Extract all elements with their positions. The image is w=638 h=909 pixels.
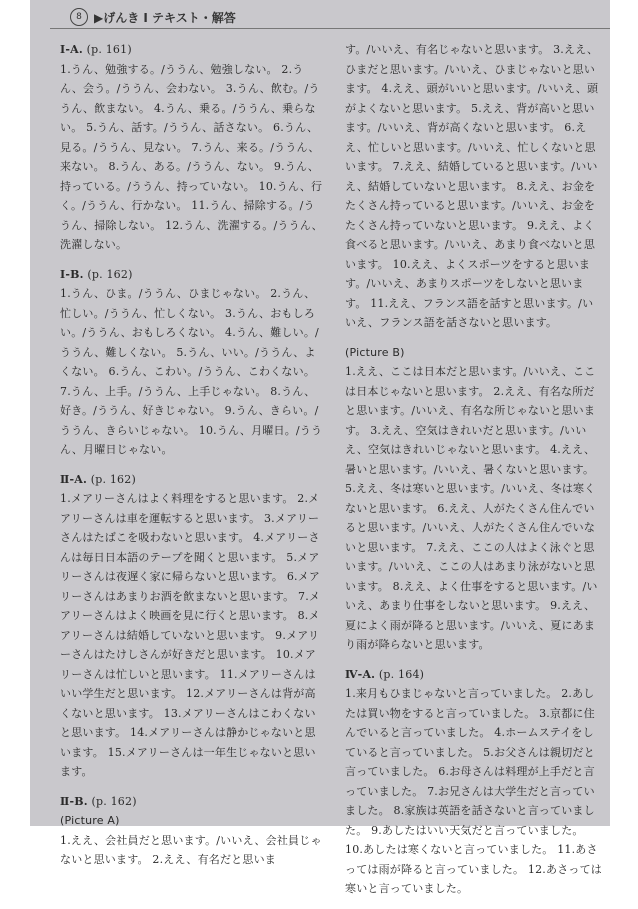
section-2a (60, 470, 325, 782)
section-body: 1.ええ、会社員だと思います。/いいえ、会社員じゃないと思います。 2.ええ、有名だと思いま (60, 833, 322, 866)
section-2b (60, 792, 325, 870)
section-2b-continued (345, 40, 603, 333)
left-column (60, 40, 325, 880)
section-heading: Ⅰ-B. (p. 162) (60, 267, 133, 281)
picture-a-label: (Picture A) (60, 814, 120, 827)
picture-b-label: (Picture B) (345, 345, 405, 359)
section-1b (60, 265, 325, 460)
section-heading: Ⅱ-A. (p. 162) (60, 472, 136, 486)
section-body: 1.ええ、ここは日本だと思います。/いいえ、ここは日本じゃないと思います。 2.ええ、有名な所だと思います。/いいえ、有名な所じゃないと思います。 3.ええ、空気はきれいだと思います。/いいえ、空気はきれいじゃないと思います。 4.ええ、暑いと思います。/いいえ、暑くないと思います。 5.ええ、冬は寒いと思います。/いいえ、冬は寒くないと思います。 6.ええ、人がたくさん住んでいると思います。/いいえ、人がたくさん住んでいないと思います。 7.ええ、ここの人はよく泳ぐと思います。/いいえ、ここの人はあまり泳がないと思います。 8.ええ、よく仕事をすると思います。/いいえ、あまり仕事をしないと思います。 9.ええ、夏によく雨が降ると思います。/いいえ、夏にあまり雨が降らないと思います。 (345, 365, 598, 651)
section-4a (345, 665, 603, 899)
section-body: 1.来月もひまじゃないと言っていました。 2.あしたは買い物をすると言っていました。 3.京都に住んでいると言っていました。 4.ホームステイをしていると言っていました。 5.お父さんは親切だと言っていました。 6.お母さんは料理が上手だと言っていました。 7.お兄さんは大学生だと言っていました。 8.家族は英語を話さないと言っていました。 9.あしたはいい天気だと言っていました。 10.あしたは寒くないと言っていました。 11.あさっては雨が降ると言っていました。 12.あさっては寒いと言っていました。 (345, 687, 602, 895)
section-heading: Ⅰ-A. (p. 161) (60, 43, 132, 56)
section-body: す。/いいえ、有名じゃないと思います。 3.ええ、ひまだと思います。/いいえ、ひまじゃないと思います。 4.ええ、頭がいいと思います。/いいえ、頭がよくないと思います。 5.ええ、背が高いと思います。/いいえ、背が高くないと思います。 6.ええ、忙しいと思います。/いいえ、忙しくないと思います。 7.ええ、結婚していると思います。/いいえ、結婚していないと思います。 8.ええ、お金をたくさん持っていると思います。/いいえ、お金をたくさん持っていないと思います。 9.ええ、よく食べると思います。/いいえ、あまり食べないと思います。 10.ええ、よくスポーツをすると思います。/いいえ、あまりスポーツをしないと思います。 11.ええ、フランス語を話すと思います。/いいえ、フランス語を話さないと思います。 (345, 43, 599, 329)
section-heading: Ⅳ-A. (p. 164) (345, 667, 425, 681)
section-body: 1.うん、勉強する。/ううん、勉強しない。 2.うん、会う。/ううん、会わない。 3.うん、飲む。/ううん、飲まない。 4.うん、乗る。/ううん、乗らない。 5.うん、話す。/ううん、話さない。 6.うん、見る。/ううん、見ない。 7.うん、来る。/ううん、来ない。 8.うん、ある。/ううん、ない。 9.うん、持っている。/ううん、持っていない。 10.うん、行く。/ううん、行かない。 11.うん、掃除する。/ううん、掃除しない。 12.うん、洗濯する。/ううん、洗濯しない。 (60, 62, 323, 251)
book-page (30, 0, 610, 895)
section-picture-b (345, 343, 603, 655)
page-number: 8 (70, 8, 88, 26)
page-header (70, 6, 236, 28)
section-heading: Ⅱ-B. (p. 162) (60, 794, 137, 808)
header-rule (50, 28, 610, 29)
section-1a (60, 40, 325, 255)
section-body: 1.うん、ひま。/ううん、ひまじゃない。 2.うん、忙しい。/ううん、忙しくない。 3.うん、おもしろい。/ううん、おもしろくない。 4.うん、難しい。/ううん、難しくない。 5.うん、いい。/ううん、よくない。 6.うん、こわい。/ううん、こわくない。 7.うん、上手。/ううん、上手じゃない。 8.うん、好き。/ううん、好きじゃない。 9.うん、きらい。/ううん、きらいじゃない。 10.うん、月曜日。/ううん、月曜日じゃない。 (60, 287, 323, 456)
book-title: ▶げんき I テキスト・解答 (94, 10, 236, 25)
section-body: 1.メアリーさんはよく料理をすると思います。 2.メアリーさんは車を運転すると思います。 3.メアリーさんはたばこを吸わないと思います。 4.メアリーさんは毎日日本語のテープを聞くと思います。 5.メアリーさんは夜遅く家に帰らないと思います。 6.メアリーさんはあまりお酒を飲まないと思います。 7.メアリーさんはよく映画を見に行くと思います。 8.メアリーさんは結婚していないと思います。 9.メアリーさんはたけしさんが好きだと思います。 10.メアリーさんは忙しいと思います。 11.メアリーさんはいい学生だと思います。 12.メアリーさんは背が高くないと思います。 13.メアリーさんはこわくないと思います。 14.メアリーさんは静かじゃないと思います。 15.メアリーさんは一年生じゃないと思います。 (60, 492, 321, 778)
right-column (345, 40, 603, 909)
